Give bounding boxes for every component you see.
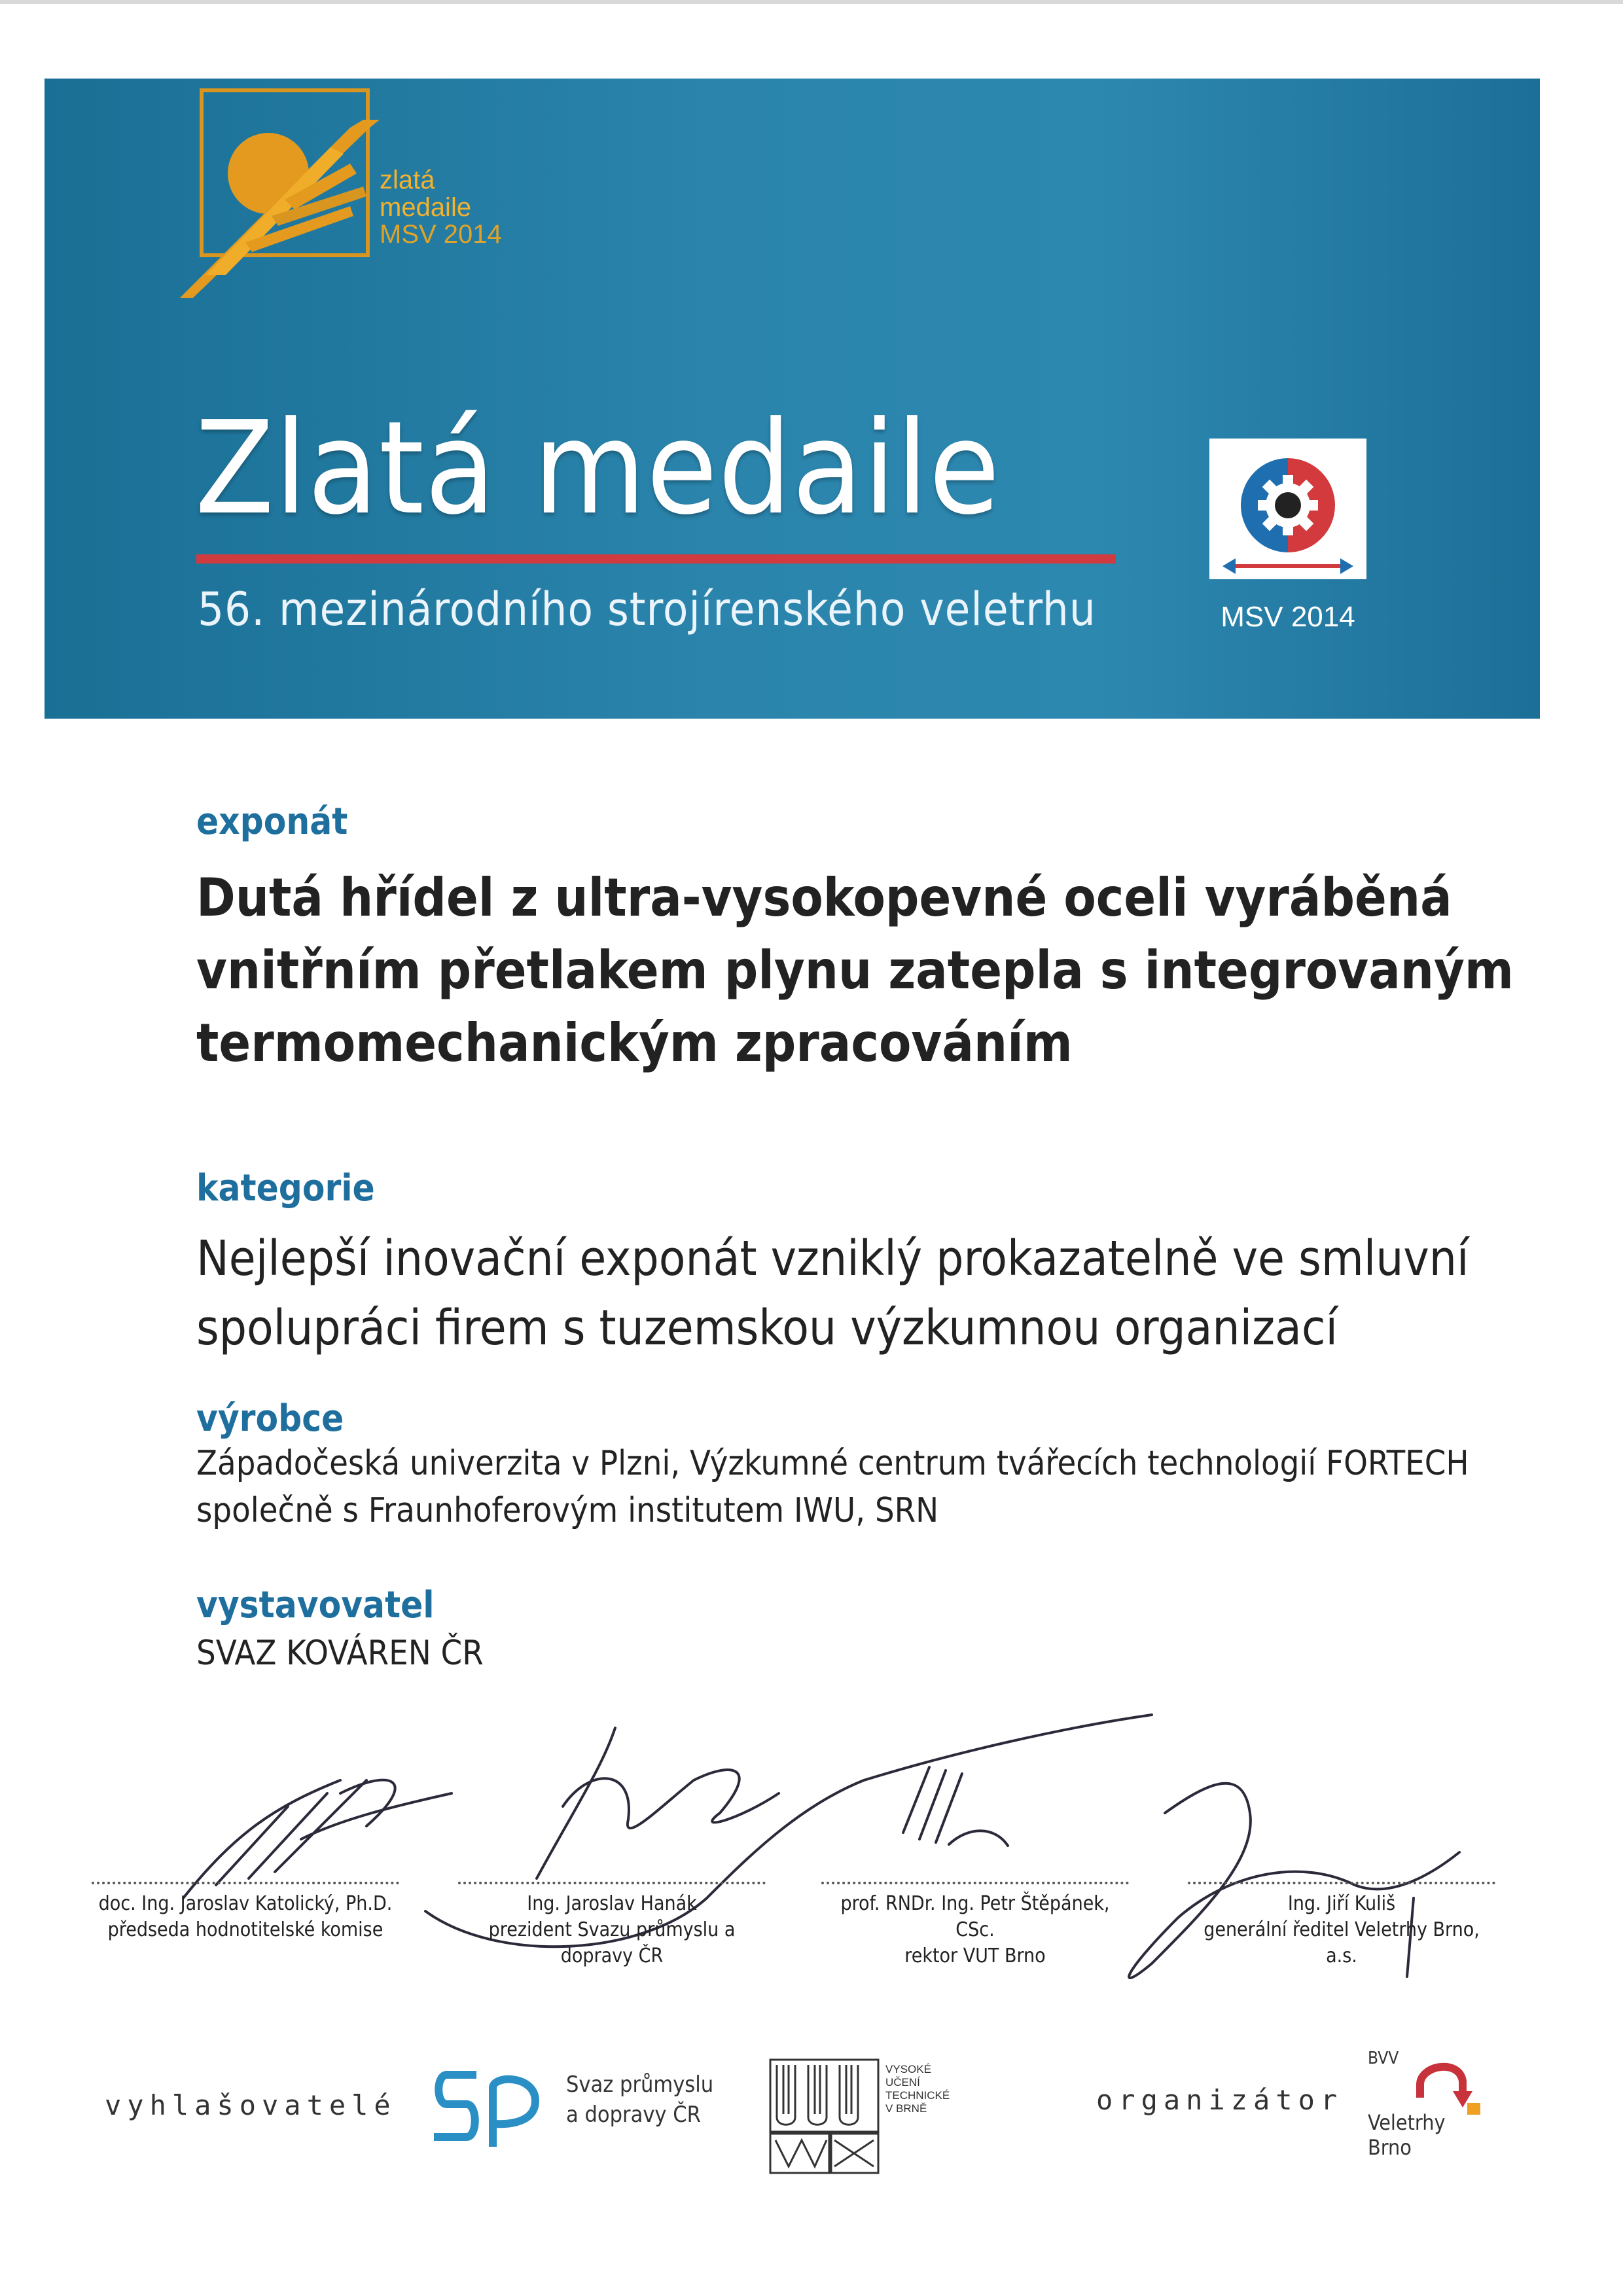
- title-underline: [196, 554, 1116, 564]
- category-label: kategorie: [196, 1167, 375, 1210]
- category-line: spolupráci firem s tuzemskou výzkumnou organizací: [196, 1300, 1338, 1356]
- bvv-name-line: Brno: [1368, 2135, 1412, 2160]
- signatory-name: doc. Ing. Jaroslav Katolický, Ph.D.: [98, 1892, 393, 1915]
- signature-line: [1188, 1882, 1495, 1884]
- msv-gear-icon: [1209, 439, 1366, 579]
- manufacturer-label: výrobce: [196, 1397, 344, 1440]
- category-line: Nejlepší inovační exponát vzniklý prokazatelně ve smluvní: [196, 1230, 1469, 1287]
- msv-logo-caption: MSV 2014: [1221, 601, 1355, 633]
- signature-line: [458, 1882, 766, 1884]
- medal-logo-line-1: zlatá: [380, 166, 435, 194]
- exhibit-title-line: termomechanickým zpracováním: [196, 1013, 1073, 1073]
- medal-logo-line-3: MSV 2014: [380, 220, 502, 249]
- manufacturer-text: [196, 1440, 1538, 1534]
- msv-logo: [1209, 439, 1366, 579]
- signatory-role: generální ředitel Veletrhy Brno, a.s.: [1204, 1918, 1480, 1967]
- exhibit-title: [196, 861, 1525, 1079]
- vut-brno-logo: [769, 2058, 965, 2176]
- signatory-1: [92, 1882, 399, 1943]
- sp-logo-icon: [431, 2065, 542, 2150]
- signatory-name: prof. RNDr. Ing. Petr Štěpánek, CSc.: [840, 1892, 1110, 1941]
- exhibit-label: exponát: [196, 800, 348, 843]
- exhibit-title-line: Dutá hřídel z ultra-vysokopevné oceli vyráběná: [196, 867, 1452, 928]
- exhibit-title-line: vnitřním přetlakem plynu zatepla s integrovaným: [196, 940, 1514, 1001]
- medal-hand-icon: [154, 101, 416, 304]
- manufacturer-line: Západočeská univerzita v Plzni, Výzkumné centrum tvářecích technologií FORTECH: [196, 1444, 1469, 1483]
- category-text: [196, 1224, 1525, 1363]
- sp-organization-name: [566, 2070, 713, 2130]
- signatory-role: předseda hodnotitelské komise: [107, 1918, 383, 1941]
- organizer-label: organizátor: [1096, 2084, 1344, 2116]
- sp-name-line: a dopravy ČR: [566, 2102, 701, 2128]
- vut-name-line: V BRNĚ: [885, 2102, 927, 2115]
- gold-medal-logo: [154, 88, 546, 304]
- certificate-title: Zlatá medaile: [195, 394, 1001, 543]
- vut-name-line: TECHNICKÉ: [885, 2089, 950, 2102]
- announcers-label: vyhlašovatelé: [105, 2089, 397, 2121]
- bvv-name-line: Veletrhy: [1368, 2110, 1446, 2135]
- signature-line: [92, 1882, 399, 1884]
- exhibitor-label: vystavovatel: [196, 1584, 435, 1626]
- page-top-edge: [0, 0, 1623, 4]
- signatory-3: [821, 1882, 1129, 1969]
- signatory-4: [1188, 1882, 1495, 1969]
- signatory-role: prezident Svazu průmyslu a dopravy ČR: [488, 1918, 736, 1967]
- signature-line: [821, 1882, 1129, 1884]
- bvv-abbreviation: BVV: [1368, 2049, 1399, 2068]
- vut-name-line: VYSOKÉ: [885, 2063, 931, 2075]
- signatory-role: rektor VUT Brno: [904, 1945, 1046, 1967]
- signatory-name: Ing. Jaroslav Hanák: [527, 1892, 697, 1915]
- vut-name-line: UČENÍ: [885, 2076, 920, 2089]
- signatory-2: [458, 1882, 766, 1969]
- sp-name-line: Svaz průmyslu: [566, 2072, 714, 2098]
- exhibitor-value: SVAZ KOVÁREN ČR: [196, 1634, 484, 1673]
- manufacturer-line: společně s Fraunhoferovým institutem IWU, SRN: [196, 1491, 939, 1530]
- certificate-subtitle: 56. mezinárodního strojírenského veletrhu: [198, 583, 1096, 636]
- bvv-name: [1368, 2110, 1445, 2160]
- signatory-name: Ing. Jiří Kuliš: [1287, 1892, 1396, 1915]
- medal-logo-line-2: medaile: [380, 193, 472, 222]
